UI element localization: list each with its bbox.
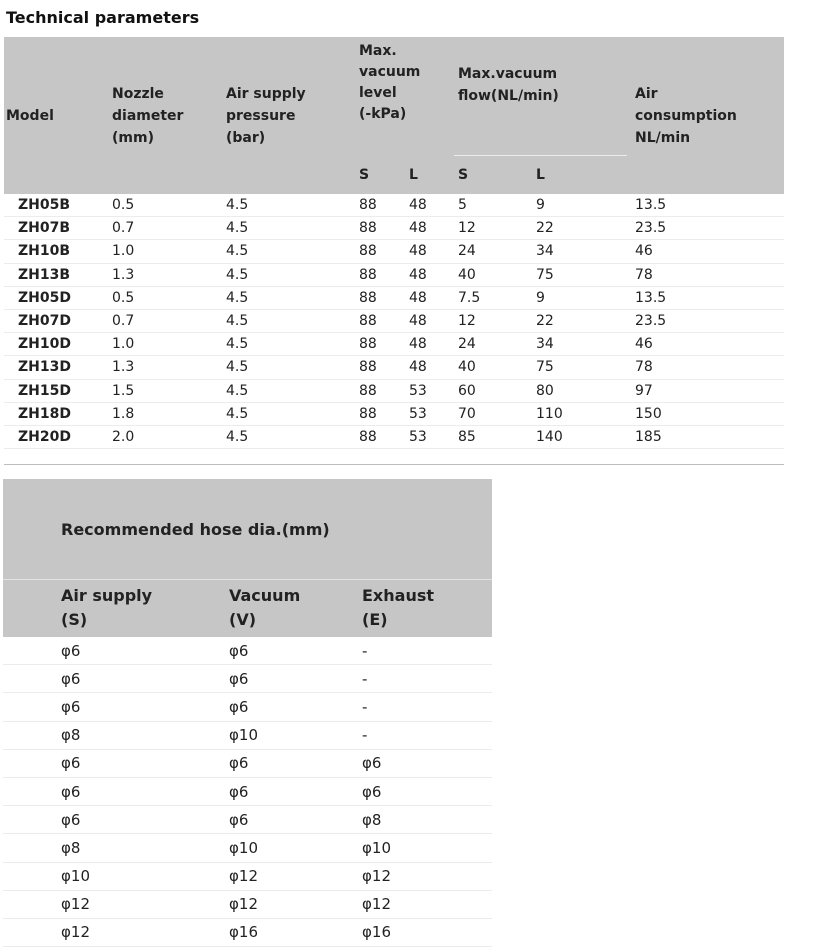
table-cell: 4.5 <box>220 286 353 309</box>
table-row <box>3 665 492 693</box>
table-cell: 75 <box>530 356 627 379</box>
table-cell: 4.5 <box>220 217 353 240</box>
table-row <box>4 425 784 448</box>
table-cell: 4.5 <box>220 402 353 425</box>
model-cell: ZH07B <box>4 217 106 240</box>
table-cell: 13.5 <box>627 286 784 309</box>
table-row <box>3 890 492 918</box>
subheader-flow-s: S <box>454 156 530 195</box>
table-cell: 88 <box>353 402 403 425</box>
table-row <box>3 749 492 777</box>
table-cell: 0.5 <box>106 194 220 217</box>
header-model: Model <box>4 37 106 194</box>
table-row <box>4 286 784 309</box>
table-cell: 46 <box>627 240 784 263</box>
table-cell: φ6 <box>228 693 361 721</box>
table-cell: 1.5 <box>106 379 220 402</box>
table-cell: 48 <box>403 240 454 263</box>
table-cell: 88 <box>353 194 403 217</box>
table-cell: 48 <box>403 194 454 217</box>
table-cell: φ6 <box>3 777 228 805</box>
table-cell: φ12 <box>361 890 492 918</box>
page-title: Technical parameters <box>6 8 200 27</box>
table-cell: 53 <box>403 379 454 402</box>
table-cell: 12 <box>454 309 530 332</box>
table-cell: φ6 <box>3 806 228 834</box>
table-cell: φ16 <box>228 918 361 946</box>
table-row <box>4 402 784 425</box>
table-cell: φ8 <box>3 834 228 862</box>
table-cell: 40 <box>454 263 530 286</box>
table-cell: 4.5 <box>220 194 353 217</box>
table-cell: 53 <box>403 425 454 448</box>
table-cell: φ8 <box>3 721 228 749</box>
table-cell: 34 <box>530 333 627 356</box>
table-cell: 53 <box>403 402 454 425</box>
table-cell: 2.0 <box>106 425 220 448</box>
table-cell: 80 <box>530 379 627 402</box>
table-row <box>3 721 492 749</box>
table-cell: 78 <box>627 263 784 286</box>
recommended-hose-table <box>3 479 492 947</box>
table-cell: 150 <box>627 402 784 425</box>
table-row <box>4 356 784 379</box>
table-cell: - <box>361 665 492 693</box>
table-cell: φ12 <box>228 862 361 890</box>
table-cell: 88 <box>353 240 403 263</box>
table-cell: φ6 <box>228 637 361 665</box>
table-cell: 88 <box>353 333 403 356</box>
table-cell: φ16 <box>361 918 492 946</box>
table-cell: 5 <box>454 194 530 217</box>
table-cell: 110 <box>530 402 627 425</box>
table-cell: 88 <box>353 379 403 402</box>
table-cell: 0.7 <box>106 217 220 240</box>
table-cell: φ6 <box>3 665 228 693</box>
table-cell: φ12 <box>361 862 492 890</box>
model-cell: ZH10D <box>4 333 106 356</box>
technical-parameters-table <box>4 37 784 449</box>
table-cell: 4.5 <box>220 356 353 379</box>
table-cell: 78 <box>627 356 784 379</box>
table-cell: 9 <box>530 194 627 217</box>
table-cell: 46 <box>627 333 784 356</box>
table-cell: 24 <box>454 333 530 356</box>
model-cell: ZH18D <box>4 402 106 425</box>
table-row <box>3 834 492 862</box>
table-cell: 97 <box>627 379 784 402</box>
table-cell: 1.0 <box>106 240 220 263</box>
table-row <box>4 379 784 402</box>
hose-table-title: Recommended hose dia.(mm) <box>3 479 492 580</box>
table-cell: 88 <box>353 309 403 332</box>
table-cell: 22 <box>530 217 627 240</box>
table-cell: 12 <box>454 217 530 240</box>
model-cell: ZH05B <box>4 194 106 217</box>
table-row <box>3 862 492 890</box>
header-air-supply-pressure: Air supply pressure (bar) <box>220 37 353 194</box>
table-cell: 75 <box>530 263 627 286</box>
header-air-consumption: Air consumption NL/min <box>627 37 784 194</box>
table-cell: 88 <box>353 263 403 286</box>
table-cell: φ10 <box>3 862 228 890</box>
section-divider <box>4 464 784 465</box>
table-cell: 1.8 <box>106 402 220 425</box>
table-cell: 23.5 <box>627 217 784 240</box>
table-cell: 1.0 <box>106 333 220 356</box>
header-nozzle-diameter: Nozzle diameter (mm) <box>106 37 220 194</box>
table-cell: φ6 <box>228 777 361 805</box>
header-vacuum: Vacuum (V) <box>228 580 361 638</box>
table-row <box>4 194 784 217</box>
table-cell: φ6 <box>361 777 492 805</box>
table-cell: 1.3 <box>106 263 220 286</box>
table-cell: φ6 <box>228 665 361 693</box>
model-cell: ZH13D <box>4 356 106 379</box>
table-cell: 0.7 <box>106 309 220 332</box>
table-row <box>3 637 492 665</box>
table-cell: φ6 <box>361 749 492 777</box>
table-cell: φ12 <box>3 890 228 918</box>
model-cell: ZH13B <box>4 263 106 286</box>
table-cell: 9 <box>530 286 627 309</box>
table-cell: 88 <box>353 217 403 240</box>
subheader-flow-l: L <box>530 156 627 195</box>
table-cell: φ6 <box>3 693 228 721</box>
table-cell: 48 <box>403 309 454 332</box>
table-cell: 4.5 <box>220 425 353 448</box>
table-cell: 4.5 <box>220 333 353 356</box>
table-cell: φ6 <box>3 637 228 665</box>
table-cell: 4.5 <box>220 379 353 402</box>
table-cell: 4.5 <box>220 240 353 263</box>
table-cell: - <box>361 693 492 721</box>
table-cell: φ10 <box>228 834 361 862</box>
table-cell: 1.3 <box>106 356 220 379</box>
table-cell: 13.5 <box>627 194 784 217</box>
model-cell: ZH05D <box>4 286 106 309</box>
table-cell: 23.5 <box>627 309 784 332</box>
table-cell: 48 <box>403 286 454 309</box>
subheader-level-s: S <box>353 156 403 195</box>
table-cell: - <box>361 721 492 749</box>
subheader-level-l: L <box>403 156 454 195</box>
table-cell: φ6 <box>3 749 228 777</box>
table-cell: 70 <box>454 402 530 425</box>
header-exhaust: Exhaust (E) <box>361 580 492 638</box>
model-cell: ZH10B <box>4 240 106 263</box>
header-max-vacuum-level: Max. vacuum level (-kPa) <box>353 37 454 156</box>
table-cell: 185 <box>627 425 784 448</box>
table-row <box>3 806 492 834</box>
table-cell: φ8 <box>361 806 492 834</box>
table-cell: 4.5 <box>220 309 353 332</box>
table-cell: 88 <box>353 286 403 309</box>
table-cell: 7.5 <box>454 286 530 309</box>
table-cell: 88 <box>353 356 403 379</box>
table-cell: 4.5 <box>220 263 353 286</box>
table-row <box>4 240 784 263</box>
table-row <box>3 918 492 946</box>
header-air-supply: Air supply (S) <box>3 580 228 638</box>
table-cell: 60 <box>454 379 530 402</box>
table-cell: 34 <box>530 240 627 263</box>
table-cell: 48 <box>403 263 454 286</box>
model-cell: ZH20D <box>4 425 106 448</box>
table-row <box>3 777 492 805</box>
table-cell: 24 <box>454 240 530 263</box>
table-cell: 0.5 <box>106 286 220 309</box>
table-row <box>3 693 492 721</box>
table-cell: 48 <box>403 356 454 379</box>
table-cell: 48 <box>403 333 454 356</box>
table-cell: 140 <box>530 425 627 448</box>
table-cell: 85 <box>454 425 530 448</box>
table-cell: - <box>361 637 492 665</box>
table-row <box>4 333 784 356</box>
table-cell: 48 <box>403 217 454 240</box>
table-cell: 88 <box>353 425 403 448</box>
table-cell: φ10 <box>361 834 492 862</box>
table-cell: φ6 <box>228 749 361 777</box>
header-max-vacuum-flow: Max.vacuum flow(NL/min) <box>454 37 627 156</box>
table-cell: φ6 <box>228 806 361 834</box>
table-cell: φ12 <box>3 918 228 946</box>
model-cell: ZH15D <box>4 379 106 402</box>
table-cell: 22 <box>530 309 627 332</box>
table-row <box>4 263 784 286</box>
table-row <box>4 309 784 332</box>
table-cell: φ12 <box>228 890 361 918</box>
table-cell: 40 <box>454 356 530 379</box>
model-cell: ZH07D <box>4 309 106 332</box>
table-cell: φ10 <box>228 721 361 749</box>
table-row <box>4 217 784 240</box>
